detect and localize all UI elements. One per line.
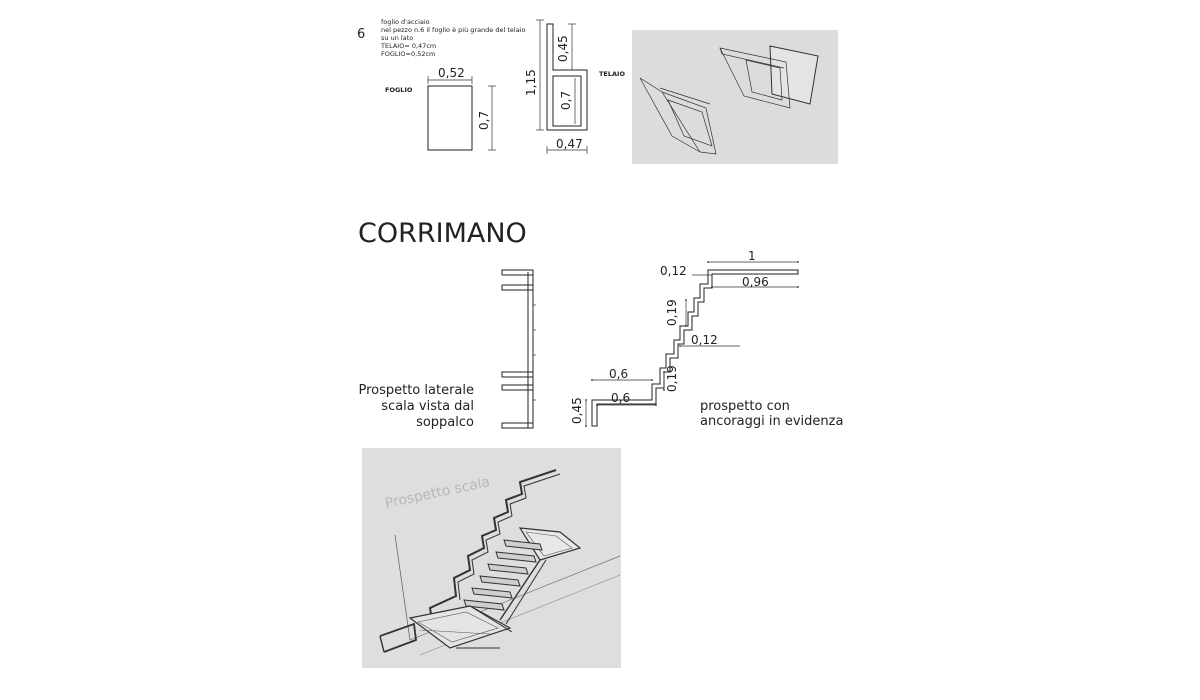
anchor-caption-1: prospetto con: [700, 399, 790, 414]
telaio-total-label: 1,15: [524, 69, 538, 96]
piece-number: 6: [357, 27, 366, 42]
anchor-caption-2: ancoraggi in evidenza: [700, 414, 844, 429]
stair-render-background: [362, 448, 621, 668]
dim-019-upper: 0,19: [665, 299, 679, 326]
note-line-5: FOGLIO=0,52cm: [381, 50, 436, 58]
dim-019-lower: 0,19: [665, 365, 679, 392]
dim-06-lower: 0,6: [611, 391, 631, 405]
dim-012-mid: 0,12: [691, 333, 718, 347]
stair-3d-render: [362, 448, 621, 668]
render-watermark: Prospetto scala: [383, 474, 492, 512]
section-title: CORRIMANO: [358, 218, 527, 249]
telaio-width-label: 0,47: [556, 137, 583, 151]
telaio-top-label: 0,45: [556, 35, 570, 62]
dim-1: 1: [748, 249, 756, 263]
foglio-label: FOGLIO: [385, 86, 413, 94]
side-elevation: [502, 270, 536, 428]
dim-012-top: 0,12: [660, 264, 687, 278]
piece6-header: [357, 18, 526, 58]
telaio-inner-label: 0,7: [559, 90, 573, 110]
foglio-width-label: 0,52: [438, 66, 465, 80]
note-line-3: su un lato: [381, 34, 414, 42]
foglio-rect: [428, 86, 472, 150]
dim-06-upper: 0,6: [609, 367, 629, 381]
telaio-drawing: [524, 20, 625, 154]
foglio-height-label: 0,7: [477, 110, 491, 130]
note-line-1: foglio d'acciaio: [381, 18, 430, 26]
dim-045: 0,45: [570, 397, 584, 424]
dim-096: 0,96: [742, 275, 769, 289]
note-line-4: TELAIO= 0,47cm: [381, 42, 437, 50]
telaio-3d-render: [632, 30, 838, 164]
side-caption-1: Prospetto laterale: [358, 383, 474, 398]
side-caption-2: scala vista dal: [381, 399, 474, 414]
side-caption-3: soppalco: [416, 415, 474, 430]
note-line-2: nel pezzo n.6 il foglio è più grande del telaio: [381, 26, 526, 34]
telaio-label: TELAIO: [599, 70, 625, 78]
foglio-drawing: [385, 66, 496, 150]
